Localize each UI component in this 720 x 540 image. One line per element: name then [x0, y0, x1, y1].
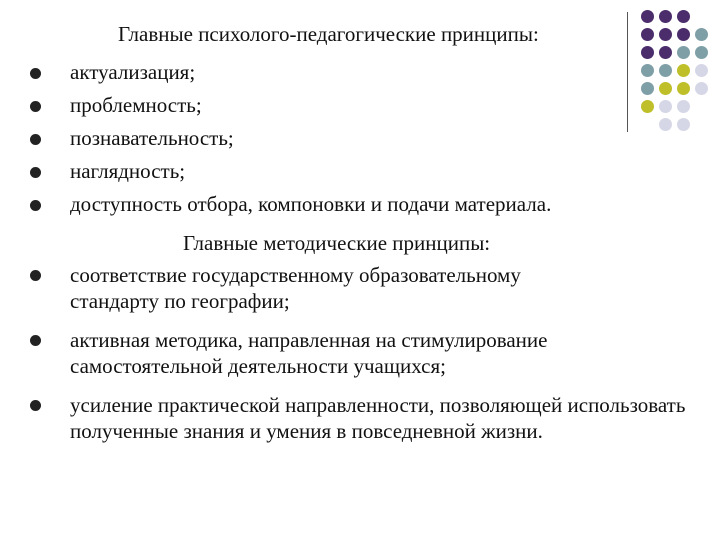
dot-icon	[641, 100, 654, 113]
bullet-icon	[30, 335, 41, 346]
dot-icon	[641, 28, 654, 41]
dot-icon	[659, 10, 672, 23]
dot-icon	[659, 118, 672, 131]
bullet-icon	[30, 68, 41, 79]
dot-icon	[695, 82, 708, 95]
dot-icon	[659, 100, 672, 113]
bullet-icon	[30, 400, 41, 411]
dot-icon	[695, 28, 708, 41]
dot-icon	[677, 10, 690, 23]
dot-icon	[677, 82, 690, 95]
bullet-icon	[30, 270, 41, 281]
list-item: усиление практической направленности, позволяющей использовать полученные знания и умения в повседневной жизни.	[70, 393, 686, 443]
bullet-icon	[30, 200, 41, 211]
dot-icon	[641, 46, 654, 59]
dot-icon	[677, 118, 690, 131]
list-item: соответствие государственному образовательному стандарту по географии;	[70, 263, 521, 313]
dot-icon	[659, 82, 672, 95]
list-item: актуализация;	[70, 60, 196, 84]
dot-icon	[677, 64, 690, 77]
dot-icon	[677, 28, 690, 41]
heading-psychological-principles: Главные психолого-педагогические принципы:	[118, 22, 539, 46]
bullet-icon	[30, 167, 41, 178]
list-item: познавательность;	[70, 126, 234, 150]
bullet-icon	[30, 134, 41, 145]
heading-methodical-principles: Главные методические принципы:	[183, 231, 491, 255]
list-item: активная методика, направленная на стимулирование самостоятельной деятельности учащихся;	[70, 328, 548, 378]
dot-icon	[659, 28, 672, 41]
dot-icon	[695, 64, 708, 77]
list-item: проблемность;	[70, 93, 202, 117]
dot-icon	[641, 10, 654, 23]
list-item: наглядность;	[70, 159, 186, 183]
dot-icon	[641, 64, 654, 77]
list-item: доступность отбора, компоновки и подачи материала.	[70, 192, 552, 216]
dot-icon	[641, 82, 654, 95]
dot-icon	[659, 64, 672, 77]
vertical-divider	[627, 12, 628, 132]
bullet-icon	[30, 101, 41, 112]
dot-icon	[677, 46, 690, 59]
dot-icon	[677, 100, 690, 113]
decorative-dot-grid	[641, 10, 720, 120]
dot-icon	[695, 46, 708, 59]
dot-icon	[659, 46, 672, 59]
